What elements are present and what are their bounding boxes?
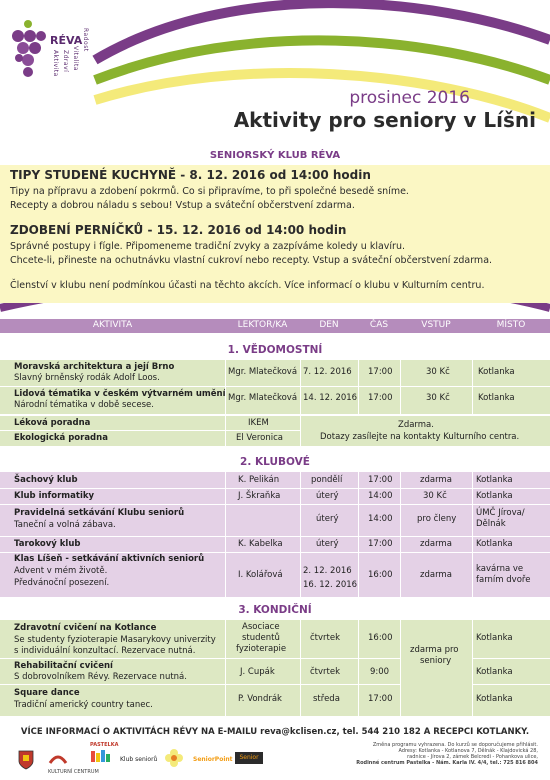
day: čtvrtek (310, 667, 341, 677)
col-header-day: DEN (319, 320, 339, 330)
month-label: prosinec 2016 (349, 88, 470, 108)
activity-desc: Taneční a volná zábava. (14, 520, 116, 530)
col-header-entry: VSTUP (421, 320, 451, 330)
footer-line: Změna programu vyhrazena. Do kurzů se doporučujeme přihlásit. (372, 742, 538, 748)
event-title: TIPY STUDENÉ KUCHYNĚ - 8. 12. 2016 od 14:00 hodin (10, 168, 371, 182)
entry: zdarma pro (410, 645, 459, 655)
time: 16:00 (368, 633, 393, 643)
time: 17:00 (368, 475, 393, 485)
activity-desc: Národní tématika v době secese. (14, 400, 154, 410)
lecturer: Mgr. Mlatečková (228, 393, 298, 403)
footer-line: Rodinné centrum Pastelka - Nám. Karla IV. 4/4, tel.: 725 816 804 (356, 760, 538, 766)
time: 14:00 (368, 491, 393, 501)
logo-word-health: Zdraví (62, 50, 69, 73)
activity-name: Lidová tématika v českém výtvarném umění (14, 389, 226, 399)
seniorpoint-logo: SeniorPoint (193, 756, 233, 763)
lecturer: J. Škraňka (238, 491, 281, 501)
footer-small-print (356, 742, 538, 766)
place: Kotlanka (476, 694, 513, 704)
activity-name: Moravská architektura a její Brno (14, 362, 175, 372)
lecturer: Asociace (242, 622, 280, 632)
entry: zdarma (420, 570, 452, 580)
activity-name: Klas Líšeň - setkávání aktivních seniorů (14, 554, 205, 564)
table-header (0, 319, 550, 333)
logo-label: PASTELKA (90, 742, 119, 748)
pastelka-logo (90, 742, 118, 767)
section-title: 2. KLUBOVÉ (240, 456, 310, 468)
time: 17:00 (368, 393, 393, 403)
entry: 30 Kč (426, 393, 450, 403)
footer-line: radnice - Jírova 2, zámek Belcredi - Pohankova ulice, (407, 754, 538, 760)
place: Kotlanka (476, 667, 513, 677)
lecturer: J. Cupák (240, 667, 275, 677)
place: Kotlanka (476, 491, 513, 501)
poradna-note: Dotazy zasílejte na kontakty Kulturního centra. (320, 432, 520, 442)
day: 2. 12. 2016 (303, 566, 352, 576)
lecturer: K. Kabelka (238, 539, 283, 549)
day: pondělí (311, 475, 343, 485)
time: 17:00 (368, 367, 393, 377)
time: 17:00 (368, 694, 393, 704)
place: kavárna ve (476, 564, 524, 574)
activity-name: Rehabilitační cvičení (14, 661, 113, 671)
day: čtvrtek (310, 633, 341, 643)
day: 16. 12. 2016 (303, 580, 358, 590)
event-description: Tipy na přípravu a zdobení pokrmů. Co si připravíme, to při společné besedě sníme. (10, 186, 409, 197)
activity-desc: Slavný brněnský rodák Adolf Loos. (14, 373, 160, 383)
place: Kotlanka (478, 393, 515, 403)
activity-name: Pravidelná setkávání Klubu seniorů (14, 508, 185, 518)
time: 9:00 (370, 667, 390, 677)
lecturer: Mgr. Mlatečková (228, 367, 298, 377)
entry: 30 Kč (423, 491, 447, 501)
activity-desc: s individuální konzultací. Rezervace nutná. (14, 646, 196, 656)
place: Kotlanka (476, 633, 513, 643)
place: ÚMČ Jírova/ (476, 508, 525, 518)
lecturer: P. Vondrák (238, 694, 282, 704)
day: úterý (316, 539, 339, 549)
activity-desc: Advent v mém životě. (14, 566, 108, 576)
activity-name: Šachový klub (14, 475, 78, 485)
place: Kotlanka (476, 475, 513, 485)
section-title: 1. VĚDOMOSTNÍ (227, 344, 323, 356)
lecturer: El Veronica (236, 433, 283, 443)
col-header-place: MÍSTO (496, 320, 526, 330)
day: úterý (316, 491, 339, 501)
logo-word-joy: Radost (82, 28, 89, 52)
place: Kotlanka (478, 367, 515, 377)
poradna-note: Zdarma. (398, 420, 434, 430)
col-header-activity: AKTIVITA (92, 320, 133, 330)
activity-name: Tarokový klub (14, 539, 81, 549)
activity-name: Ekologická poradna (14, 433, 108, 443)
table-section-2 (0, 472, 550, 597)
lecturer: fyzioterapie (236, 644, 287, 654)
day: 14. 12. 2016 (303, 393, 358, 403)
grape-icon (8, 14, 48, 84)
place: Dělnák (476, 519, 506, 529)
col-header-lecturer: LEKTOR/KA (237, 320, 288, 330)
table-section-3 (0, 620, 550, 716)
event-title: ZDOBENÍ PERNÍČKŮ - 15. 12. 2016 od 14:00 hodin (10, 223, 347, 237)
membership-note: Členství v klubu není podmínkou účasti na těchto akcích. Více informací o klubu v Kulturním centru. (10, 280, 485, 291)
lecturer: studentů (242, 633, 280, 643)
activity-name: Léková poradna (14, 418, 91, 428)
place: Kotlanka (476, 539, 513, 549)
activity-name: Zdravotní cvičení na Kotlance (14, 623, 157, 633)
logo-word-vitality: Vitalita (72, 46, 79, 72)
table-section-1-poradny (0, 416, 550, 446)
activity-desc: Předvánoční posezení. (14, 578, 110, 588)
table-section-1 (0, 360, 550, 414)
klub-senioru-label: Klub seniorů (120, 756, 158, 763)
flower-icon (164, 748, 184, 772)
logo-label: KULTURNÍ CENTRUM (48, 769, 99, 775)
events-band (0, 165, 550, 303)
entry: zdarma (420, 539, 452, 549)
lecturer: I. Kolářová (238, 570, 283, 580)
senior-logo: Senior (235, 752, 263, 764)
time: 16:00 (368, 570, 393, 580)
day: středa (313, 694, 340, 704)
entry: 30 Kč (426, 367, 450, 377)
event-description: Recepty a dobrou náladu s sebou! Vstup a sváteční občerstvení zdarma. (10, 200, 355, 211)
page-title: Aktivity pro seniory v Líšni (233, 108, 536, 132)
activity-desc: Se studenty fyzioterapie Masarykovy univerzity (14, 635, 216, 645)
reva-logo (8, 14, 103, 84)
footer-info: VÍCE INFORMACÍ O AKTIVITÁCH RÉVY NA E-MAILU reva@kclisen.cz, tel. 544 210 182 A RECEPCI KOTLANKY. (20, 727, 530, 737)
lecturer: IKEM (248, 418, 269, 428)
lecturer: K. Pelikán (238, 475, 280, 485)
activity-desc: Tradiční americký country tanec. (14, 700, 153, 710)
footer-line: Adresy: Kotlanka - Kotlanova 7, Dělnák - Klajdovická 28, (398, 748, 538, 754)
place: farním dvoře (476, 575, 531, 585)
activity-desc: S dobrovolníkem Révy. Rezervace nutná. (14, 672, 187, 682)
entry: zdarma (420, 475, 452, 485)
day: 7. 12. 2016 (303, 367, 352, 377)
lisen-coat-of-arms-icon (18, 750, 34, 774)
col-header-time: ČAS (369, 320, 389, 330)
event-description: Správné postupy i fígle. Připomeneme tradiční zvyky a zazpíváme koledy u klavíru. (10, 241, 406, 252)
logo-word: RÉVA (50, 34, 83, 47)
club-name: SENIORSKÝ KLUB RÉVA (209, 150, 341, 161)
event-description: Chcete-li, přineste na ochutnávku vlastní cukroví nebo recepty. Vstup a sváteční občerstvení zdarma. (10, 255, 493, 266)
entry: pro členy (417, 514, 457, 524)
section-title: 3. KONDIČNÍ (238, 604, 312, 616)
entry: seniory (420, 656, 452, 666)
logo-word-activity: Aktivita (52, 50, 59, 77)
time: 17:00 (368, 539, 393, 549)
day: úterý (316, 514, 339, 524)
activity-name: Square dance (14, 688, 80, 698)
time: 14:00 (368, 514, 393, 524)
activity-name: Klub informatiky (14, 491, 95, 501)
